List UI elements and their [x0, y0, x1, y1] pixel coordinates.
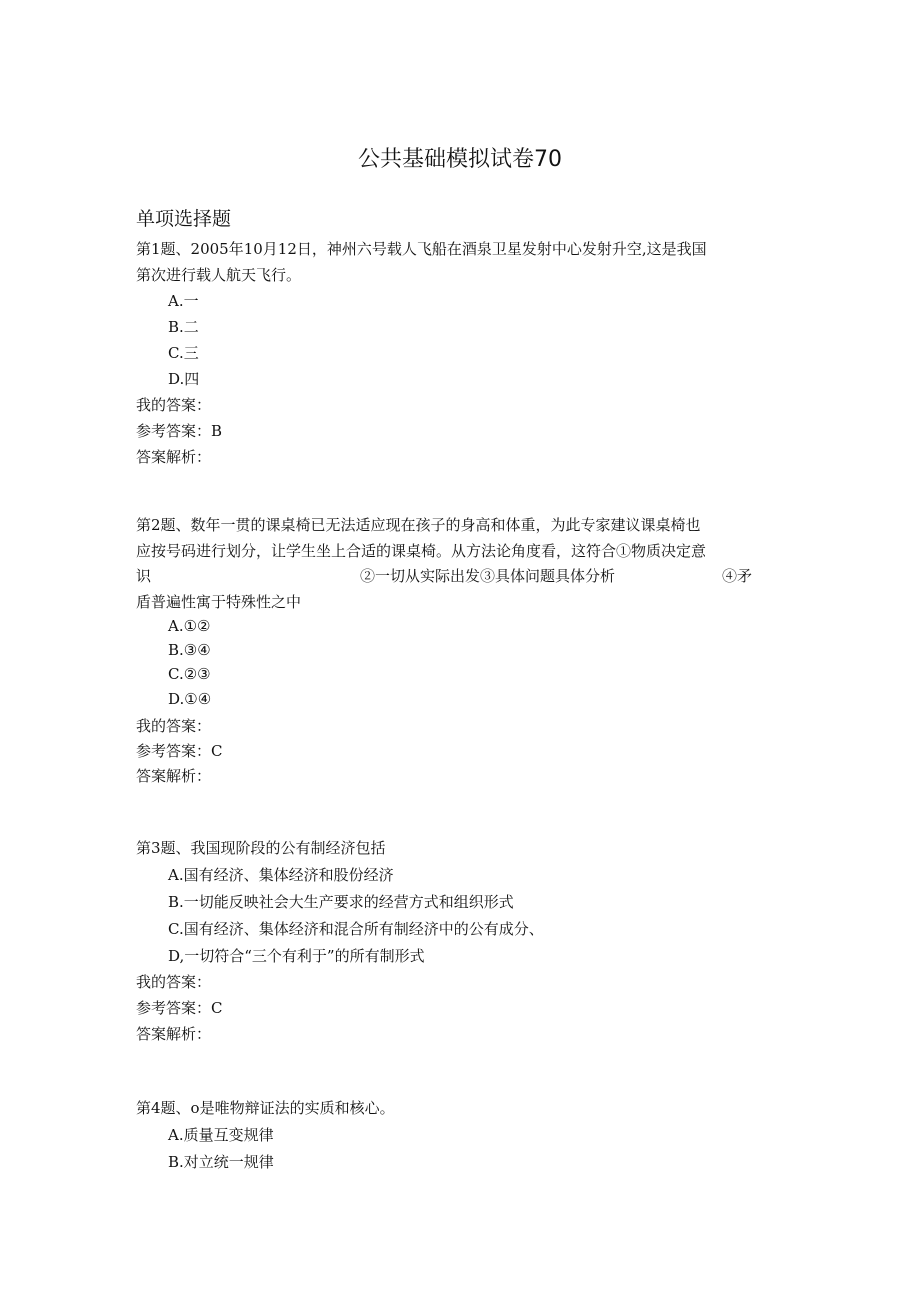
question-stem-line: 盾普遍性寓于特殊性之中 — [136, 593, 302, 611]
option-d: D.四 — [168, 370, 200, 388]
page-title: 公共基础模拟试卷70 — [358, 147, 562, 172]
option-a: A.质量互变规律 — [168, 1126, 274, 1144]
reference-answer-label: 参考答案： — [136, 422, 212, 440]
question-stem-line: 应按号码进行划分，让学生坐上合适的课桌椅。从方法论角度看，这符合①物质决定意 — [136, 542, 707, 560]
reference-answer-value: C — [211, 742, 223, 760]
option-a: A.国有经济、集体经济和股份经济 — [168, 866, 394, 884]
option-b: B.对立统一规律 — [168, 1153, 274, 1171]
question-stem-line: 第1题、2005年10月12日，神州六号载人飞船在酒泉卫星发射中心发射升空,这是我国 — [136, 240, 707, 258]
option-d: D.①④ — [168, 690, 212, 708]
option-b: B.一切能反映社会大生产要求的经营方式和组织形式 — [168, 893, 514, 911]
option-b: B.二 — [168, 318, 199, 336]
option-c: C.三 — [168, 344, 199, 362]
my-answer-label: 我的答案： — [136, 973, 212, 991]
analysis-label: 答案解析： — [136, 767, 212, 785]
analysis-label: 答案解析： — [136, 1025, 212, 1043]
option-a: A.①② — [168, 617, 211, 635]
option-c: C.②③ — [168, 665, 211, 683]
section-heading: 单项选择题 — [136, 208, 232, 230]
question-stem-line: 第2题、数年一贯的课桌椅已无法适应现在孩子的身高和体重，为此专家建议课桌椅也 — [136, 516, 701, 534]
option-c: C.国有经济、集体经济和混合所有制经济中的公有成分、 — [168, 920, 544, 938]
reference-answer — [136, 418, 786, 444]
analysis-label: 答案解析： — [136, 448, 212, 466]
stem-fragment: ④矛 — [722, 567, 753, 585]
option-a: A.一 — [168, 292, 199, 310]
question-stem-line: 第4题、o是唯物辩证法的实质和核心。 — [136, 1099, 395, 1117]
reference-answer — [136, 995, 786, 1021]
stem-fragment: ②一切从实际出发③具体问题具体分析 — [360, 567, 616, 585]
my-answer-label: 我的答案： — [136, 396, 212, 414]
reference-answer-value: B — [211, 422, 223, 440]
reference-answer-label: 参考答案： — [136, 742, 212, 760]
stem-fragment: 识 — [136, 567, 152, 585]
reference-answer — [136, 738, 786, 764]
reference-answer-value: C — [211, 999, 223, 1017]
option-b: B.③④ — [168, 641, 211, 659]
question-stem-line: 第次进行载人航天飞行。 — [136, 266, 302, 284]
my-answer-label: 我的答案： — [136, 717, 212, 735]
reference-answer-label: 参考答案： — [136, 999, 212, 1017]
option-d: D,一切符合“三个有利于”的所有制形式 — [168, 947, 425, 965]
question-stem-line: 第3题、我国现阶段的公有制经济包括 — [136, 839, 386, 857]
